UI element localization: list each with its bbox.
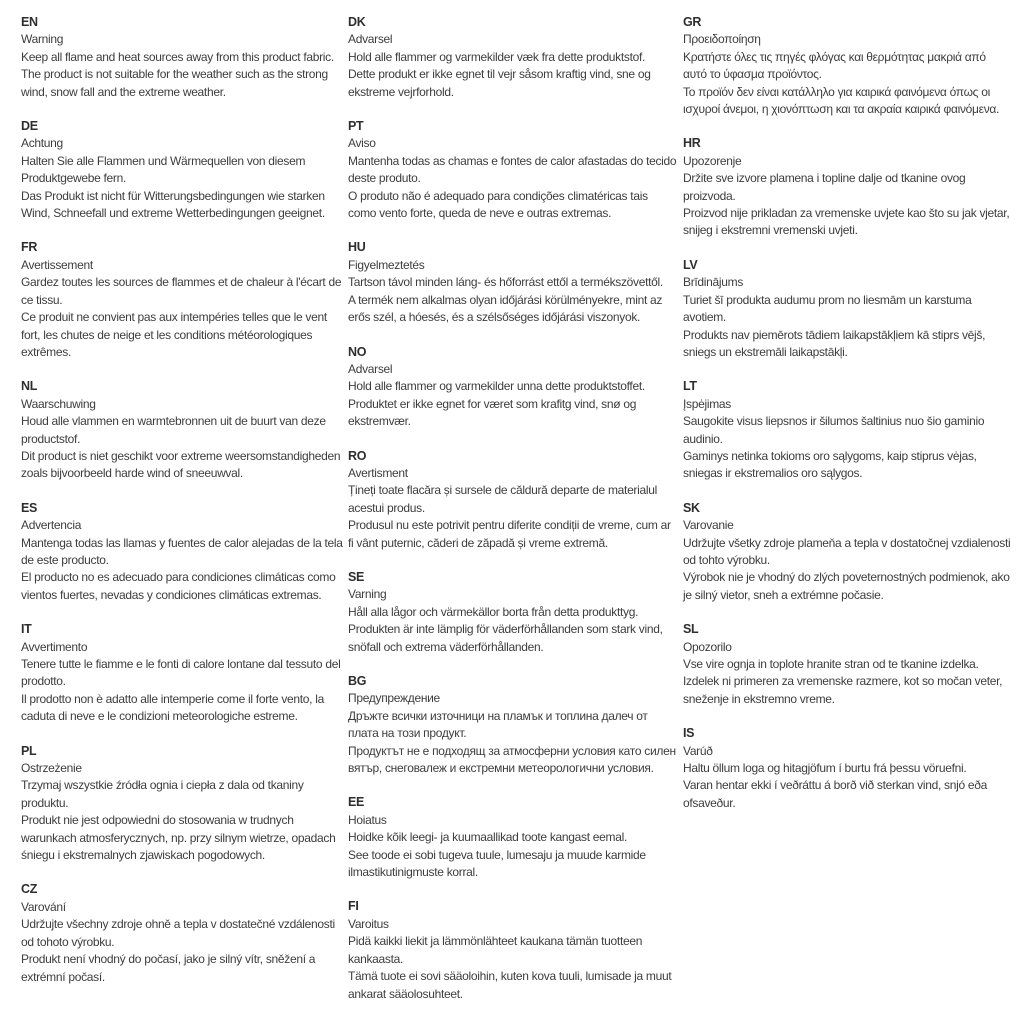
warning-sentence: Tartson távol minden láng- és hőforrást ettől a termékszövettől. <box>348 275 663 290</box>
language-code: LT <box>683 379 697 394</box>
language-code: BG <box>348 674 367 688</box>
language-block-fi <box>348 898 677 1002</box>
warning-sentence: Vse vire ognja in toplote hranite stran od te tkanine izdelka. <box>683 657 979 671</box>
column-3 <box>683 14 1017 1020</box>
warning-sentence: Produktet er ikke egnet for været som krafitg vind, snø og ekstremvær. <box>348 396 637 429</box>
warning-sentence: Hold alle flammer og varmekilder væk fra dette produktstof. <box>348 49 646 64</box>
warning-title: Advarsel <box>348 32 393 47</box>
warning-sentence: Produsul nu este potrivit pentru diferite condiții de vreme, cum ar fi vânt puternic, căderi de zăpadă și vreme extremă. <box>348 518 671 550</box>
warning-title: Brīdinājums <box>683 275 744 290</box>
warning-sentence: Keep all flame and heat sources away from this product fabric. <box>21 49 334 64</box>
warning-sentence: Дръжте всички източници на пламък и топлина далеч от плата на този продукт. <box>348 708 648 741</box>
warning-sentence: Dit product is niet geschikt voor extreme weersomstandigheden zoals bijvoorbeeld harde wind of sneeuwval. <box>21 448 341 481</box>
language-block-en <box>21 14 344 101</box>
warning-sentence: Gaminys netinka tokioms oro sąlygoms, kaip stiprus vėjas, sniegas ir ekstremalios oro sąlygos. <box>683 448 977 481</box>
column-2 <box>348 14 683 1020</box>
language-block-nl <box>21 378 344 482</box>
warning-title: Varování <box>21 899 66 914</box>
language-code: GR <box>683 15 702 29</box>
warning-title: Avvertimento <box>21 639 88 654</box>
warning-sentence: Houd alle vlammen en warmtebronnen uit de buurt van deze productstof. <box>21 414 326 446</box>
warning-sentence: Udržujte všetky zdroje plameňa a tepla v dostatočnej vzdialenosti od tohto výrobku. <box>683 535 1011 567</box>
language-code: PT <box>348 119 364 134</box>
warning-title: Hoiatus <box>348 812 387 827</box>
warning-sentence: Tenere tutte le fiamme e le fonti di calore lontane dal tessuto del prodotto. <box>21 657 341 689</box>
language-code: FR <box>21 240 38 255</box>
warning-title: Avertisment <box>348 465 408 480</box>
warning-title: Προειδοποίηση <box>683 32 761 47</box>
warning-title: Įspėjimas <box>683 396 731 411</box>
language-code: DK <box>348 15 366 29</box>
language-block-sk <box>683 500 1011 604</box>
language-block-ro <box>348 448 677 552</box>
language-block-es <box>21 500 344 604</box>
warning-sentence: Продуктът не е подходящ за атмосферни условия като силен вятър, снеговалеж и екстремни метеорологични условия. <box>348 743 676 776</box>
language-block-pl <box>21 743 344 865</box>
warning-sentence: Das Produkt ist nicht für Witterungsbedingungen wie starken Wind, Schneefall und extreme Wetterbedingungen geeignet. <box>21 188 325 221</box>
language-block-sl <box>683 621 1011 708</box>
warning-title: Varúð <box>683 743 713 758</box>
language-block-cz <box>21 881 344 985</box>
language-block-hr <box>683 135 1011 239</box>
warning-title: Advertencia <box>21 518 82 533</box>
warning-sentence: Produkt není vhodný do počasí, jako je silný vítr, sněžení a extrémní počasí. <box>21 952 316 984</box>
language-code: RO <box>348 448 367 463</box>
language-block-gr <box>683 14 1011 118</box>
language-code: CZ <box>21 882 38 897</box>
warning-sentence: Proizvod nije prikladan za vremenske uvjete kao što su jak vjetar, snijeg i ekstremni vremenski uvjeti. <box>683 206 1010 238</box>
warning-sentence: See toode ei sobi tugeva tuule, lumesaju ja muude karmide ilmastikutinigmuste korral. <box>348 847 646 880</box>
warning-sentence: El producto no es adecuado para condiciones climáticas como vientos fuertes, nevadas y condiciones climáticas extremas. <box>21 570 336 602</box>
warning-sentence: Țineți toate flacăra și sursele de căldură departe de materialul acestui produs. <box>348 483 657 515</box>
language-block-it <box>21 621 344 725</box>
warning-title: Varoitus <box>348 916 389 931</box>
language-block-fr <box>21 239 344 361</box>
language-code: ES <box>21 500 38 515</box>
language-block-se <box>348 569 677 656</box>
warning-title: Avertissement <box>21 257 93 272</box>
language-block-bg <box>348 673 677 777</box>
warning-sentence: Ce produit ne convient pas aux intempéries telles que le vent fort, les chutes de neige et les conditions météorologiques extrêmes. <box>21 310 327 359</box>
warning-sentence: Haltu öllum loga og hitagjöfum í burtu frá þessu vöruefni. <box>683 761 967 776</box>
warning-title: Varovanie <box>683 518 734 533</box>
warning-sentence: Dette produkt er ikke egnet til vejr såsom kraftig vind, sne og ekstreme vejrforhold. <box>348 67 651 99</box>
warning-title: Varning <box>348 587 387 602</box>
warning-title: Предупреждение <box>348 691 440 706</box>
language-block-no <box>348 344 677 431</box>
language-code: EE <box>348 795 365 810</box>
warning-title: Aviso <box>348 136 376 151</box>
warning-sentence: The product is not suitable for the weather such as the strong wind, snow fall and the extreme weather. <box>21 67 328 99</box>
warning-title: Ostrzeżenie <box>21 761 82 776</box>
language-code: NL <box>21 379 38 394</box>
language-code: IS <box>683 726 695 741</box>
language-code: PL <box>21 743 37 758</box>
language-block-hu <box>348 239 677 326</box>
language-block-pt <box>348 118 677 222</box>
warning-sentence: Το προϊόν δεν είναι κατάλληλο για καιρικά φαινόμενα όπως οι ισχυροί άνεμοι, η χιονόπτωση και τα ακραία καιρικά φαινόμενα. <box>683 84 1000 117</box>
warning-sentence: Izdelek ni primeren za vremenske razmere, kot so močan veter, sneženje in ekstremno vreme. <box>683 674 1003 706</box>
language-code: FI <box>348 899 359 914</box>
column-1 <box>21 14 348 1020</box>
language-code: HR <box>683 136 701 151</box>
language-block-dk <box>348 14 677 101</box>
warning-title: Figyelmeztetés <box>348 257 425 272</box>
warning-title: Warning <box>21 32 64 47</box>
warning-sentence: Mantenha todas as chamas e fontes de calor afastadas do tecido deste produto. <box>348 153 677 186</box>
warning-sentence: Varan hentar ekki í veðráttu á borð við sterkan vind, snjó eða ofsaveður. <box>683 778 988 810</box>
warning-sentence: Halten Sie alle Flammen und Wärmequellen von diesem Produktgewebe fern. <box>21 153 306 186</box>
language-block-ee <box>348 794 677 881</box>
warning-sentence: O produto não é adequado para condições climatéricas tais como vento forte, queda de neve e outras extremas. <box>348 188 648 221</box>
warning-sentence: Tämä tuote ei sovi sääoloihin, kuten kova tuuli, lumisade ja muut ankarat sääolosuhteet. <box>348 969 672 1001</box>
language-code: SK <box>683 500 700 515</box>
warning-title: Opozorilo <box>683 639 732 654</box>
language-code: DE <box>21 119 38 134</box>
warning-sentence: Il prodotto non è adatto alle intemperie come il forte vento, la caduta di neve e le condizioni meteorologiche estreme. <box>21 691 324 724</box>
warning-sentence: Držite sve izvore plamena i topline dalje od tkanine ovog proizvoda. <box>683 171 966 203</box>
warning-sentence: Pidä kaikki liekit ja lämmönlähteet kaukana tämän tuotteen kankaasta. <box>348 934 643 966</box>
warning-sentence: A termék nem alkalmas olyan időjárási körülményekre, mint az erős szél, a hóesés, és a szélsőséges időjárási viszonyok. <box>348 292 663 325</box>
language-block-lt <box>683 378 1011 482</box>
language-code: LV <box>683 257 698 272</box>
warning-sentence: Produkt nie jest odpowiedni do stosowania w trudnych warunkach atmosferycznych, np. przy silnym wietrze, opadach śniegu i ekstremalnych zjawiskach pogodowych. <box>21 813 336 863</box>
warning-sentence: Κρατήστε όλες τις πηγές φλόγας και θερμότητας μακριά από αυτό το ύφασμα προϊόντος. <box>683 49 986 82</box>
warning-sentence: Udržujte všechny zdroje ohně a tepla v dostatečné vzdálenosti od tohoto výrobku. <box>21 917 335 949</box>
warning-title: Achtung <box>21 136 63 151</box>
language-code: IT <box>21 622 32 637</box>
warning-sentence: Hoidke kõik leegi- ja kuumaallikad toote kangast eemal. <box>348 830 627 845</box>
language-code: EN <box>21 15 38 29</box>
warning-sentence: Håll alla lågor och värmekällor borta från detta produkttyg. <box>348 604 639 619</box>
language-block-de <box>21 118 344 222</box>
warning-sentence: Hold alle flammer og varmekilder unna dette produktstoffet. <box>348 379 645 394</box>
warning-title: Advarsel <box>348 361 393 376</box>
warning-title: Waarschuwing <box>21 396 96 411</box>
warning-sentence: Turiet šī produkta audumu prom no liesmām un karstuma avotiem. <box>683 292 972 325</box>
warning-sentence: Trzymaj wszystkie źródła ognia i ciepła z dala od tkaniny produktu. <box>21 778 304 810</box>
language-block-lv <box>683 257 1011 361</box>
warning-sentence: Produkten är inte lämplig för väderförhållanden som stark vind, snöfall och extrema väderförhållanden. <box>348 622 663 654</box>
warning-title: Upozorenje <box>683 153 742 168</box>
warning-sentence: Mantenga todas las llamas y fuentes de calor alejadas de la tela de este producto. <box>21 535 343 567</box>
warning-sentence: Gardez toutes les sources de flammes et de chaleur à l'écart de ce tissu. <box>21 275 342 307</box>
language-code: NO <box>348 344 367 359</box>
language-code: HU <box>348 240 366 255</box>
warning-sentence: Produkts nav piemērots tādiem laikapstākļiem kā stiprs vējš, sniegs un ekstremāli laikapstākļi. <box>683 327 986 359</box>
language-code: SE <box>348 569 365 584</box>
language-code: SL <box>683 622 699 637</box>
language-block-is <box>683 725 1011 812</box>
warning-sentence: Saugokite visus liepsnos ir šilumos šaltinius nuo šio gaminio audinio. <box>683 414 985 446</box>
warning-sentence: Výrobok nie je vhodný do zlých poveternostných podmienok, ako je silný vietor, sneh a extrémne počasie. <box>683 570 1010 602</box>
